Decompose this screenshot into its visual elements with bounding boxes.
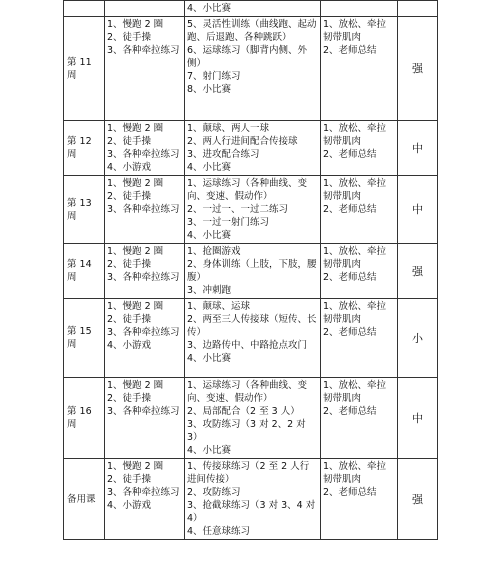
main-item: 4、小比赛	[187, 3, 232, 14]
main-content-item: 2、攻防练习	[187, 487, 241, 498]
warmup-item: 4、小游戏	[107, 340, 152, 351]
table-row	[64, 17, 438, 121]
cooldown-item: 2、老师总结	[323, 204, 377, 215]
warmup-item: 2、徒手操	[107, 136, 152, 147]
warmup-item: 3、各种牵拉练习	[107, 272, 180, 283]
warmup-item: 1、慢跑 2 圈	[107, 178, 164, 189]
week-cell: 第 11 周	[64, 17, 105, 121]
warmup-item: 2、徒手操	[107, 314, 152, 325]
main-content-item: 3、一过一射门练习	[187, 217, 270, 228]
intensity-cell: 强	[398, 244, 438, 299]
warmup-item: 1、慢跑 2 圈	[107, 461, 164, 472]
main-content-cell	[185, 378, 321, 459]
warmup-cell	[105, 121, 185, 176]
main-content-cell	[185, 121, 321, 176]
intensity-cell: 中	[398, 378, 438, 459]
week-cell	[64, 1, 105, 17]
intensity-cell: 中	[398, 121, 438, 176]
week-cell: 第 14 周	[64, 244, 105, 299]
warmup-item: 2、徒手操	[107, 393, 152, 404]
main-content-item: 1、运球练习（各种曲线、变向、变速、假动作）	[187, 178, 308, 202]
cooldown-cell	[321, 299, 398, 378]
week-cell: 第 15 周	[64, 299, 105, 378]
main-content-item: 2、两人行进间配合传接球	[187, 136, 298, 147]
main-content-item: 4、小比赛	[187, 162, 232, 173]
cooldown-item: 2、老师总结	[323, 149, 377, 160]
warmup-cell	[105, 17, 185, 121]
intensity-cell	[398, 1, 438, 17]
cooldown-item: 1、放松、牵拉韧带肌肉	[323, 461, 387, 485]
warmup-cell	[105, 244, 185, 299]
main-content-cell	[185, 459, 321, 540]
main-content-item: 2、身体训练（上肢，下肢，腰腹）	[187, 259, 317, 283]
table-row	[64, 176, 438, 244]
week-cell: 第 13 周	[64, 176, 105, 244]
warmup-item: 3、各种牵拉练习	[107, 406, 180, 417]
main-content-cell	[185, 299, 321, 378]
intensity-cell: 小	[398, 299, 438, 378]
cooldown-item: 1、放松、牵拉韧带肌肉	[323, 301, 387, 325]
cooldown-cell	[321, 1, 398, 17]
main-content-item: 7、射门练习	[187, 71, 241, 82]
warmup-item: 1、慢跑 2 圈	[107, 301, 164, 312]
intensity-cell: 强	[398, 17, 438, 121]
cooldown-item: 2、老师总结	[323, 487, 377, 498]
warmup-item: 1、慢跑 2 圈	[107, 246, 164, 257]
cooldown-item: 2、老师总结	[323, 327, 377, 338]
cooldown-item: 1、放松、牵拉韧带肌肉	[323, 19, 387, 43]
cooldown-item: 1、放松、牵拉韧带肌肉	[323, 246, 387, 270]
warmup-item: 1、慢跑 2 圈	[107, 123, 164, 134]
main-content-cell	[185, 1, 321, 17]
warmup-cell	[105, 378, 185, 459]
warmup-item: 3、各种牵拉练习	[107, 487, 180, 498]
main-content-item: 6、运球练习（脚背内侧、外侧）	[187, 45, 308, 69]
cooldown-item: 2、老师总结	[323, 45, 377, 56]
week-cell: 第 12 周	[64, 121, 105, 176]
table-row	[64, 378, 438, 459]
main-content-item: 4、小比赛	[187, 353, 232, 364]
cooldown-item: 1、放松、牵拉韧带肌肉	[323, 380, 387, 404]
warmup-cell	[105, 176, 185, 244]
main-content-item: 2、一过一、一过二练习	[187, 204, 289, 215]
warmup-item: 3、各种牵拉练习	[107, 149, 180, 160]
main-content-item: 3、攻防练习（3 对 2、2 对 3）	[187, 419, 306, 443]
cooldown-item: 2、老师总结	[323, 406, 377, 417]
week-cell: 第 16 周	[64, 378, 105, 459]
warmup-item: 3、各种牵拉练习	[107, 327, 180, 338]
warmup-cell	[105, 299, 185, 378]
main-content-cell	[185, 176, 321, 244]
warmup-item: 1、慢跑 2 圈	[107, 19, 164, 30]
main-content-item: 4、小比赛	[187, 445, 232, 456]
cooldown-item: 1、放松、牵拉韧带肌肉	[323, 178, 387, 202]
main-content-item: 5、灵活性训练（曲线跑、起动跑、后退跑、各种跳跃）	[187, 19, 317, 43]
cooldown-cell	[321, 17, 398, 121]
table-row	[64, 121, 438, 176]
warmup-cell	[105, 459, 185, 540]
main-content-item: 4、任意球练习	[187, 526, 251, 537]
main-content-item: 1、颠球、运球	[187, 301, 251, 312]
warmup-item: 2、徒手操	[107, 474, 152, 485]
main-content-item: 8、小比赛	[187, 84, 232, 95]
main-content-cell	[185, 17, 321, 121]
main-content-item: 3、进攻配合练习	[187, 149, 260, 160]
intensity-cell: 中	[398, 176, 438, 244]
table-row	[64, 244, 438, 299]
warmup-item: 2、徒手操	[107, 32, 152, 43]
cooldown-item: 2、老师总结	[323, 272, 377, 283]
table-row	[64, 299, 438, 378]
cooldown-item: 1、放松、牵拉韧带肌肉	[323, 123, 387, 147]
main-content-item: 3、抢截球练习（3 对 3、4 对 4）	[187, 500, 316, 524]
main-content-item: 2、局部配合（2 至 3 人）	[187, 406, 300, 417]
main-content-item: 1、传接球练习（2 至 2 人行进间传接）	[187, 461, 310, 485]
main-content-item: 3、边路传中、中路抢点攻门	[187, 340, 308, 351]
main-content-item: 3、冲刺跑	[187, 285, 232, 296]
warmup-item: 2、徒手操	[107, 191, 152, 202]
cooldown-cell	[321, 121, 398, 176]
warmup-cell	[105, 1, 185, 17]
warmup-item: 3、各种牵拉练习	[107, 204, 180, 215]
warmup-item: 4、小游戏	[107, 162, 152, 173]
main-content-item: 1、颠球、两人一球	[187, 123, 270, 134]
cooldown-cell	[321, 459, 398, 540]
week-cell: 备用课	[64, 459, 105, 540]
cooldown-cell	[321, 244, 398, 299]
table-row-continuation	[64, 1, 438, 17]
warmup-item: 1、慢跑 2 圈	[107, 380, 164, 391]
training-plan-table	[63, 0, 438, 540]
main-content-item: 2、两至三人传接球（短传、长传）	[187, 314, 317, 338]
cooldown-cell	[321, 176, 398, 244]
main-content-item: 4、小比赛	[187, 230, 232, 241]
main-content-item: 1、抢圈游戏	[187, 246, 241, 257]
warmup-item: 2、徒手操	[107, 259, 152, 270]
intensity-cell: 强	[398, 459, 438, 540]
warmup-item: 4、小游戏	[107, 500, 152, 511]
warmup-item: 3、各种牵拉练习	[107, 45, 180, 56]
table-row	[64, 459, 438, 540]
cooldown-cell	[321, 378, 398, 459]
main-content-cell	[185, 244, 321, 299]
table-body	[64, 1, 438, 540]
main-content-item: 1、运球练习（各种曲线、变向、变速、假动作）	[187, 380, 308, 404]
